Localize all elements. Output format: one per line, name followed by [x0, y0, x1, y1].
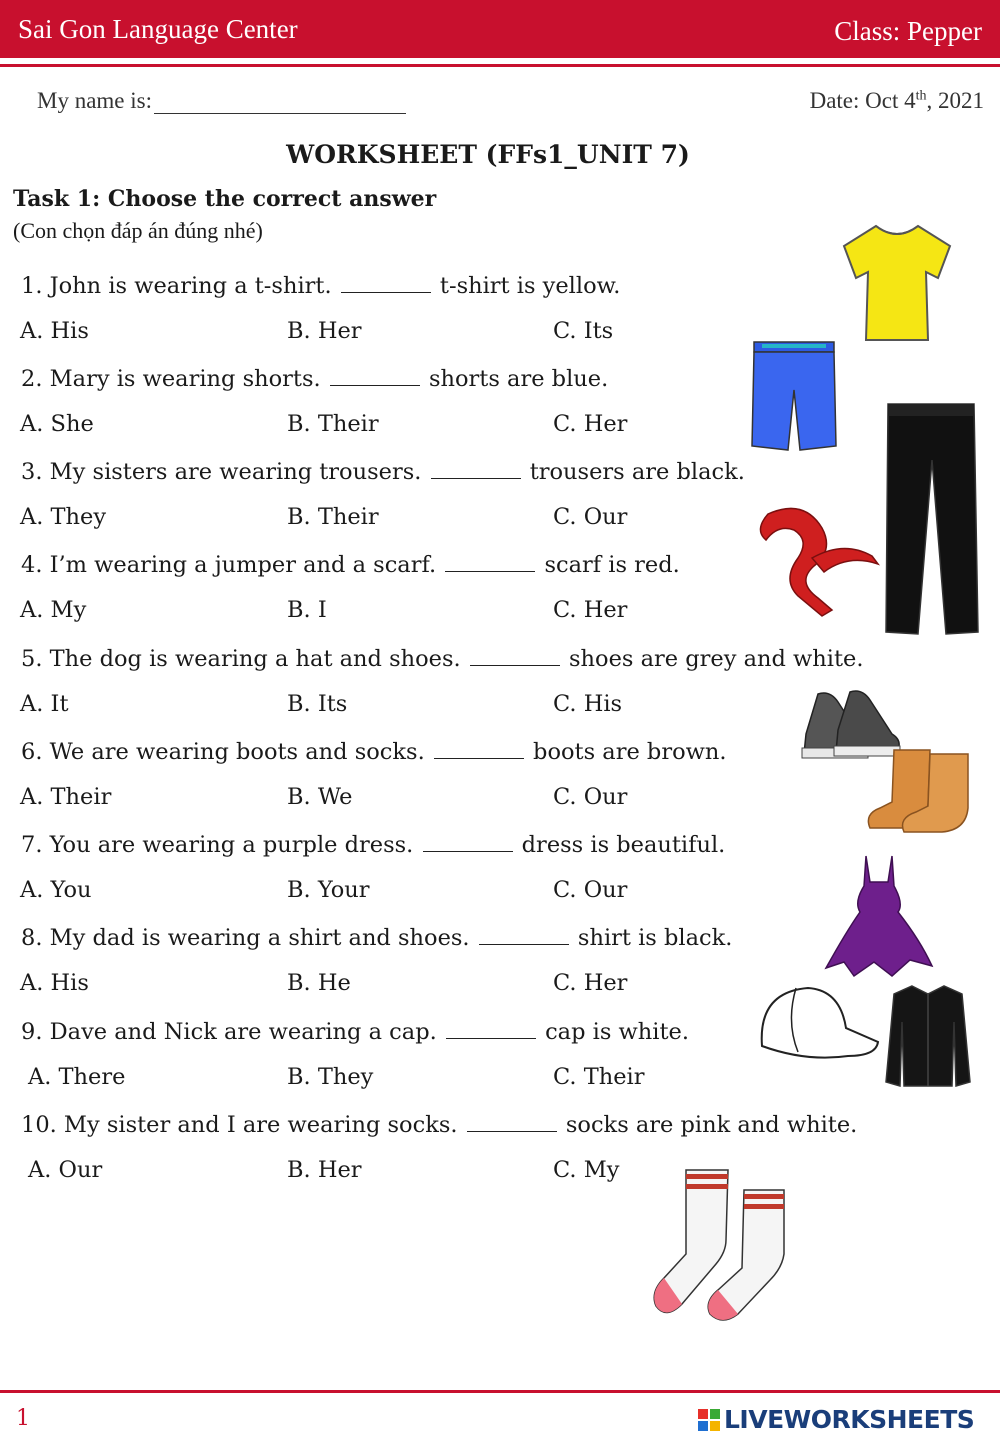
question-10 — [21, 1110, 857, 1138]
question-5 — [21, 644, 864, 672]
logo-mark-icon — [698, 1409, 720, 1431]
option-c[interactable]: C. Our — [553, 877, 628, 903]
cap-icon — [756, 982, 882, 1064]
shirt-icon — [882, 982, 974, 1090]
question-text-before: 9. Dave and Nick are wearing a cap. — [21, 1019, 437, 1045]
question-text-before: 8. My dad is wearing a shirt and shoes. — [21, 925, 470, 951]
answer-blank[interactable] — [479, 923, 569, 945]
option-b[interactable]: B. Her — [287, 1157, 362, 1183]
answer-blank[interactable] — [330, 364, 420, 386]
name-field[interactable] — [154, 90, 406, 114]
option-a[interactable]: A. It — [20, 691, 69, 717]
option-a[interactable]: A. Our — [28, 1157, 103, 1183]
option-b[interactable]: B. Its — [287, 691, 348, 717]
option-a[interactable]: A. There — [28, 1064, 126, 1090]
question-8 — [21, 923, 732, 951]
tshirt-icon — [838, 220, 956, 346]
question-text-after: trousers are black. — [529, 459, 745, 485]
page-number: 1 — [16, 1406, 30, 1431]
socks-icon — [646, 1164, 792, 1326]
question-text-after: dress is beautiful. — [521, 832, 726, 858]
scarf-icon — [748, 500, 882, 618]
question-text-after: cap is white. — [545, 1019, 689, 1045]
task-subtitle: (Con chọn đáp án đúng nhé) — [13, 218, 263, 243]
question-3 — [21, 457, 745, 485]
date-row — [810, 88, 984, 114]
answer-blank[interactable] — [431, 457, 521, 479]
option-a[interactable]: A. Their — [20, 784, 112, 810]
answer-blank[interactable] — [423, 830, 513, 852]
question-text-after: shorts are blue. — [428, 366, 609, 392]
shorts-icon — [748, 338, 840, 456]
option-a[interactable]: A. His — [20, 318, 89, 344]
date-prefix: Date: Oct 4 — [809, 88, 916, 113]
question-text-after: scarf is red. — [544, 552, 680, 578]
question-text-before: 2. Mary is wearing shorts. — [21, 366, 321, 392]
question-text-after: boots are brown. — [533, 739, 727, 765]
question-6 — [21, 737, 727, 765]
option-c[interactable]: C. Her — [553, 411, 628, 437]
date-suffix: th — [915, 88, 927, 104]
worksheet-title: WORKSHEET (FFs1_UNIT 7) — [286, 140, 690, 169]
liveworksheets-logo[interactable] — [698, 1405, 974, 1434]
option-a[interactable]: A. They — [20, 504, 107, 530]
center-name: Sai Gon Language Center — [18, 14, 298, 44]
header-divider — [0, 64, 1000, 67]
option-b[interactable]: B. Her — [287, 318, 362, 344]
option-b[interactable]: B. Your — [287, 877, 370, 903]
option-a[interactable]: A. You — [20, 877, 92, 903]
answer-blank[interactable] — [467, 1110, 557, 1132]
option-c[interactable]: C. Our — [553, 784, 628, 810]
question-4 — [21, 550, 680, 578]
footer-divider — [0, 1390, 1000, 1393]
name-label: My name is: — [37, 88, 152, 113]
answer-blank[interactable] — [341, 271, 431, 293]
name-row — [37, 88, 406, 114]
answer-blank[interactable] — [470, 644, 560, 666]
option-b[interactable]: B. Their — [287, 411, 379, 437]
question-text-before: 1. John is wearing a t-shirt. — [21, 273, 332, 299]
answer-blank[interactable] — [434, 737, 524, 759]
option-b[interactable]: B. We — [287, 784, 353, 810]
question-text-before: 10. My sister and I are wearing socks. — [21, 1112, 458, 1138]
option-a[interactable]: A. His — [20, 970, 89, 996]
question-text-before: 5. The dog is wearing a hat and shoes. — [21, 646, 461, 672]
option-b[interactable]: B. He — [287, 970, 351, 996]
answer-blank[interactable] — [445, 550, 535, 572]
question-text-after: shirt is black. — [577, 925, 733, 951]
dress-icon — [820, 852, 938, 980]
date-year: , 2021 — [926, 88, 984, 113]
answer-blank[interactable] — [446, 1017, 536, 1039]
option-b[interactable]: B. Their — [287, 504, 379, 530]
task-title: Task 1: Choose the correct answer — [13, 186, 437, 212]
question-9 — [21, 1017, 689, 1045]
option-a[interactable]: A. She — [20, 411, 94, 437]
question-text-after: shoes are grey and white. — [569, 646, 864, 672]
question-7 — [21, 830, 725, 858]
option-c[interactable]: C. Its — [553, 318, 614, 344]
option-c[interactable]: C. Their — [553, 1064, 645, 1090]
logo-text: LIVEWORKSHEETS — [724, 1405, 975, 1434]
question-1 — [21, 271, 620, 299]
question-text-before: 6. We are wearing boots and socks. — [21, 739, 425, 765]
question-text-after: t-shirt is yellow. — [439, 273, 621, 299]
question-text-before: 3. My sisters are wearing trousers. — [21, 459, 422, 485]
option-c[interactable]: C. His — [553, 691, 623, 717]
question-text-before: 7. You are wearing a purple dress. — [21, 832, 414, 858]
class-label: Class: Pepper — [834, 16, 982, 46]
question-text-after: socks are pink and white. — [565, 1112, 858, 1138]
question-2 — [21, 364, 608, 392]
option-c[interactable]: C. Our — [553, 504, 628, 530]
option-b[interactable]: B. I — [287, 597, 327, 623]
option-a[interactable]: A. My — [20, 597, 87, 623]
option-c[interactable]: C. My — [553, 1157, 620, 1183]
trousers-icon — [878, 400, 984, 638]
boots-icon — [864, 744, 982, 838]
option-c[interactable]: C. Her — [553, 597, 628, 623]
option-b[interactable]: B. They — [287, 1064, 374, 1090]
option-c[interactable]: C. Her — [553, 970, 628, 996]
question-text-before: 4. I’m wearing a jumper and a scarf. — [21, 552, 437, 578]
